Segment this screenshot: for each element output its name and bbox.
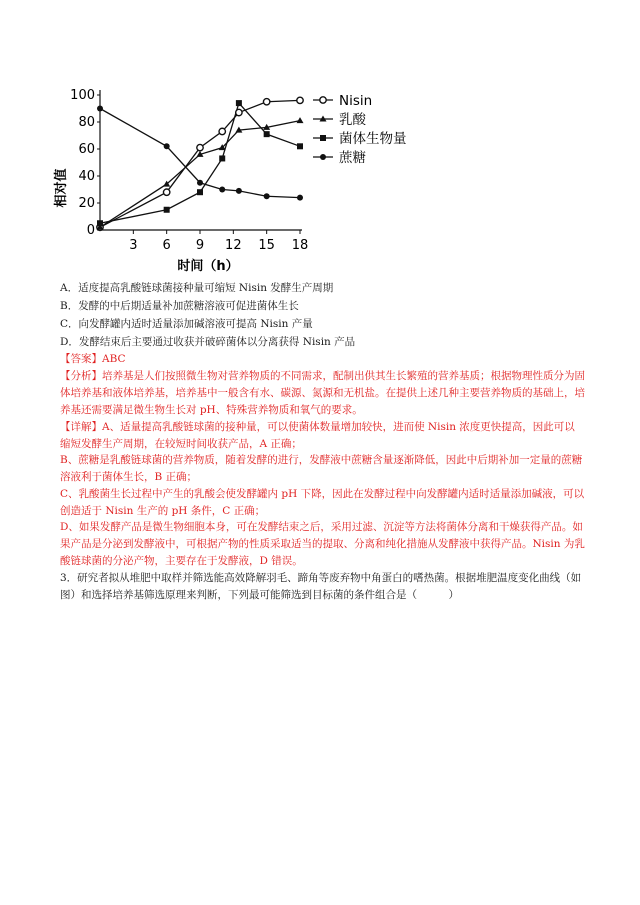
biomass-point xyxy=(164,207,170,213)
biomass-point xyxy=(219,155,225,161)
y-tick-label: 20 xyxy=(78,196,95,211)
nisin-point xyxy=(197,144,203,150)
fermentation-chart xyxy=(54,80,407,280)
nisin-point xyxy=(163,189,169,195)
chart-legend xyxy=(313,93,407,166)
option-d: D．发酵结束后主要通过收获并破碎菌体以分离获得 Nisin 产品 xyxy=(60,336,356,348)
option-b: B．发酵的中后期适量补加蔗糖溶液可促进菌体生长 xyxy=(60,300,299,312)
nisin-point xyxy=(236,109,242,115)
analysis-text: 培养基是人们按照微生物对营养物质的不同需求，配制出供其生长繁殖的营养基质；根据物理性质分为固体培养基和液体培养基，培养基中一般含有水、碳源、氮源和无机盐。在提供上述几种主要营养物质的基础上，培养基还需要满足微生物生长对 pH、特殊营养物质和氧气的要求。 xyxy=(60,370,585,416)
question-3: 3．研究者拟从堆肥中取样并筛选能高效降解羽毛、蹄角等废弃物中角蛋白的嗜热菌。根据堆肥温度变化曲线（如图）和选择培养基筛选原理来判断，下列最可能筛选到目标菌的条件组合是（ ） xyxy=(60,572,582,601)
biomass-line xyxy=(100,103,300,223)
y-axis-label: 相对值 xyxy=(54,168,69,208)
sucrose-point xyxy=(219,187,225,193)
detail-c-paragraph: C、乳酸菌生长过程中产生的乳酸会使发酵罐内 pH 下降，因此在发酵过程中向发酵罐内适时适量添加碱液，可以创造适于 Nisin 生产的 pH 条件，C 正确； xyxy=(60,488,585,517)
x-tick-label: 6 xyxy=(162,238,171,253)
option-a: A．适度提高乳酸链球菌接种量可缩短 Nisin 发酵生产周期 xyxy=(60,282,334,294)
biomass-point xyxy=(97,220,103,226)
chart-svg xyxy=(54,80,407,280)
legend-label: 菌体生物量 xyxy=(339,131,407,147)
y-tick-label: 100 xyxy=(70,88,95,103)
x-tick-label: 18 xyxy=(291,238,309,253)
x-tick-label: 3 xyxy=(129,238,138,253)
analysis-paragraph xyxy=(60,368,585,419)
biomass-point xyxy=(236,100,242,106)
legend-label: 蔗糖 xyxy=(339,150,366,166)
sucrose-point xyxy=(97,106,103,112)
y-tick-label: 40 xyxy=(78,169,95,184)
sucrose-point xyxy=(264,193,270,199)
answer-tag: 【答案】 xyxy=(60,353,102,365)
detail-tag: 【详解】 xyxy=(60,421,102,433)
y-tick-label: 60 xyxy=(78,142,95,157)
nisin-point xyxy=(297,97,303,103)
sucrose-point xyxy=(297,195,303,201)
nisin-point xyxy=(219,128,225,134)
sucrose-point xyxy=(197,180,203,186)
x-axis-label: 时间（h） xyxy=(177,259,239,274)
x-tick-label: 12 xyxy=(225,238,242,253)
biomass-point xyxy=(320,135,326,141)
answer-line xyxy=(60,352,126,366)
sucrose-point xyxy=(320,154,326,160)
biomass-point xyxy=(197,189,203,195)
answer-text: ABC xyxy=(102,353,126,365)
biomass-point xyxy=(264,131,270,137)
y-tick-label: 80 xyxy=(78,115,95,130)
lactic-acid-point xyxy=(297,117,304,123)
detail-b-paragraph: B、蔗糖是乳酸链球菌的营养物质，随着发酵的进行，发酵液中蔗糖含量逐渐降低，因此中后期补加一定量的蔗糖溶液利于菌体生长，B 正确； xyxy=(60,454,583,483)
y-tick-label: 0 xyxy=(86,223,95,238)
chart-axes xyxy=(100,90,302,230)
chart-series xyxy=(97,97,304,230)
detail-a-text: A、适量提高乳酸链球菌的接种量，可以使菌体数量增加较快，进而使 Nisin 浓度更快提高，因此可以缩短发酵生产周期，在较短时间收获产品，A 正确； xyxy=(60,421,575,450)
detail-a-paragraph xyxy=(60,419,585,453)
nisin-point xyxy=(263,99,269,105)
nisin-point xyxy=(320,97,326,103)
x-tick-label: 9 xyxy=(195,238,205,253)
sucrose-point xyxy=(236,188,242,194)
legend-label: 乳酸 xyxy=(339,112,366,128)
analysis-tag: 【分析】 xyxy=(60,370,102,382)
legend-label: Nisin xyxy=(339,93,373,109)
detail-d-paragraph: D、如果发酵产品是微生物细胞本身，可在发酵结束之后，采用过滤、沉淀等方法将菌体分离和干燥获得产品。如果产品是分泌到发酵液中，可根据产物的性质采取适当的提取、分离和纯化措施从发酵液中获得产品。Nisin 为乳酸链球菌的分泌产物，主要存在于发酵液，D 错误。 xyxy=(60,521,585,567)
x-tick-label: 15 xyxy=(258,238,275,253)
biomass-point xyxy=(297,143,303,149)
sucrose-point xyxy=(164,143,170,149)
option-c: C．向发酵罐内适时适量添加碱溶液可提高 Nisin 产量 xyxy=(60,318,313,330)
